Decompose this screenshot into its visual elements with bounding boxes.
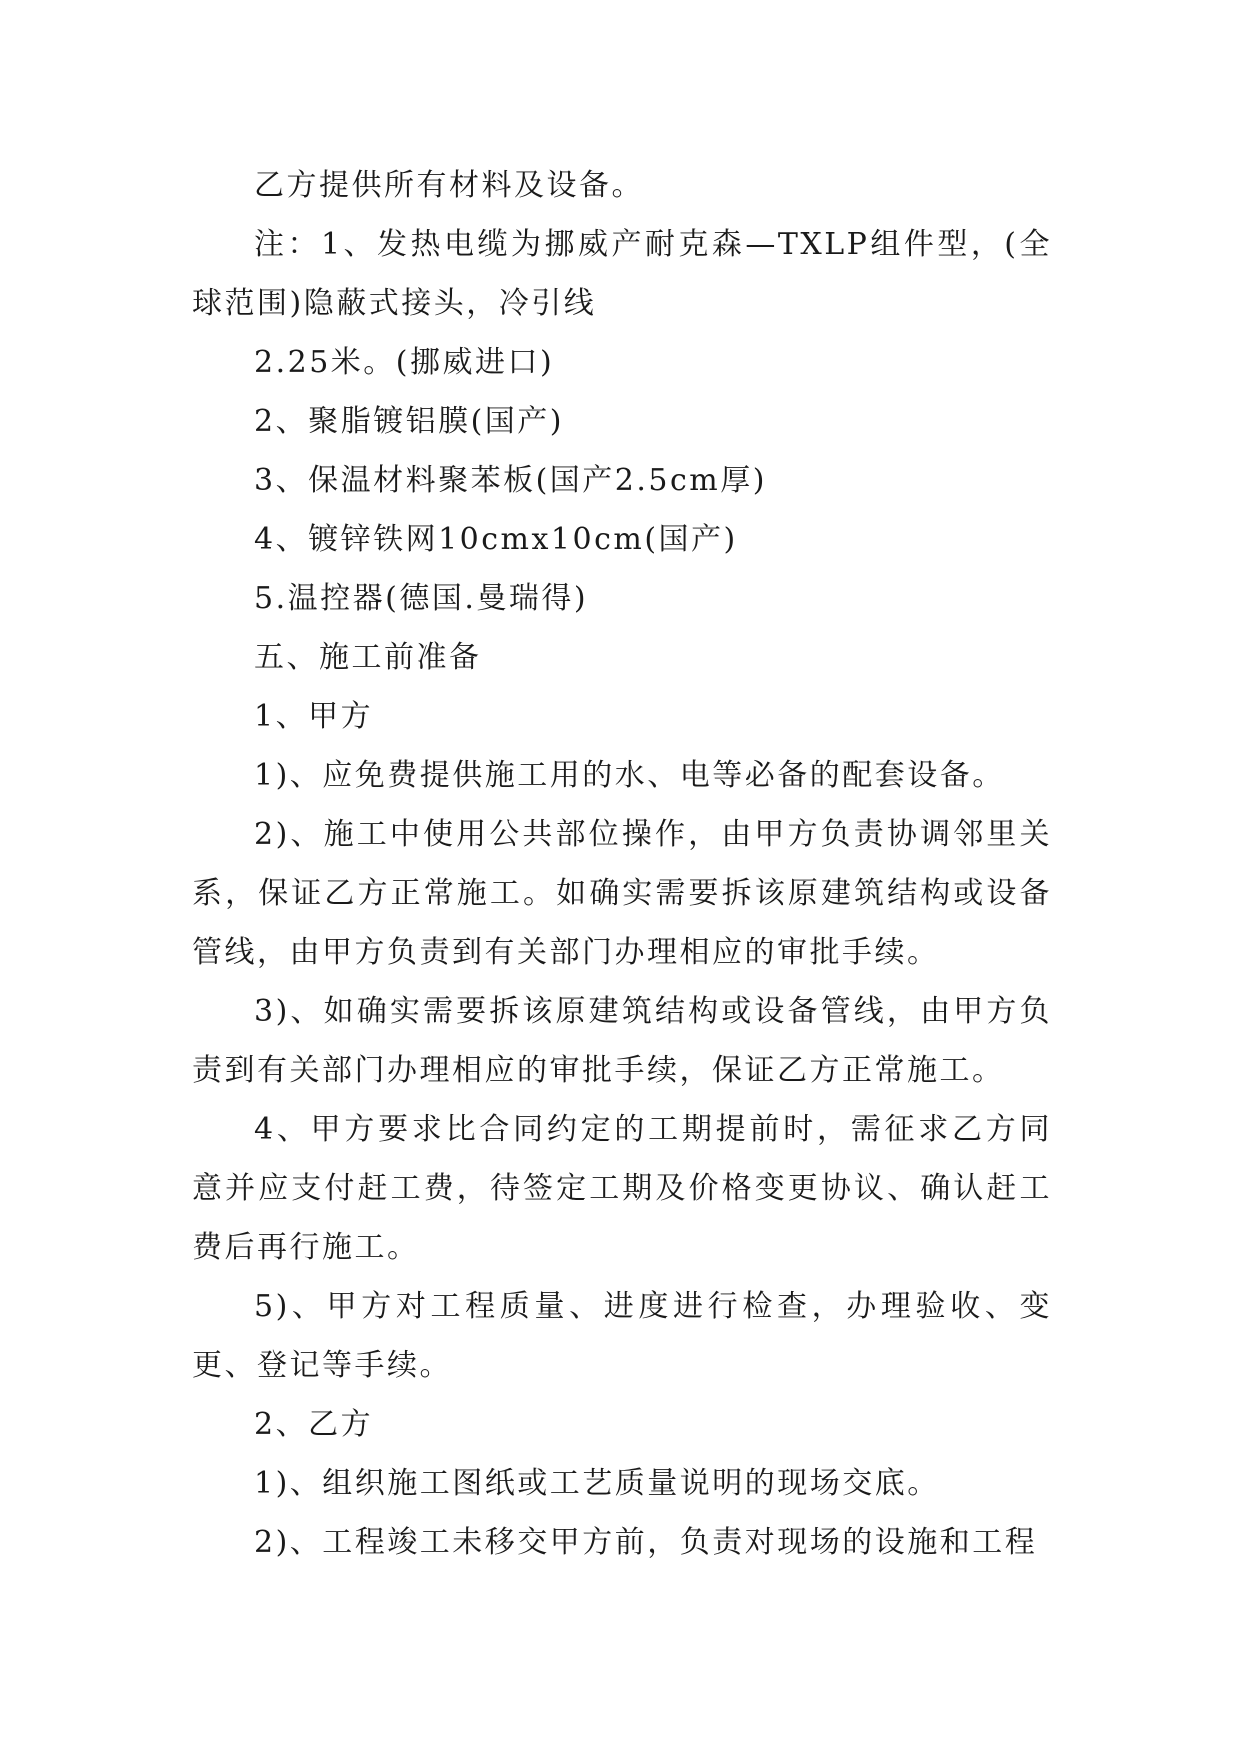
paragraph: 2)、施工中使用公共部位操作，由甲方负责协调邻里关系，保证乙方正常施工。如确实需要拆该原建筑结构或设备管线，由甲方负责到有关部门办理相应的审批手续。 — [192, 817, 1052, 970]
paragraph: 2、聚脂镀铝膜(国产) — [254, 404, 564, 439]
paragraph: 乙方提供所有材料及设备。 — [254, 168, 644, 203]
subsection-heading: 2、乙方 — [254, 1407, 374, 1442]
paragraph: 3)、如确实需要拆该原建筑结构或设备管线，由甲方负责到有关部门办理相应的审批手续，保证乙方正常施工。 — [192, 994, 1052, 1088]
paragraph: 4、甲方要求比合同约定的工期提前时，需征求乙方同意并应支付赶工费，待签定工期及价格变更协议、确认赶工费后再行施工。 — [192, 1112, 1052, 1265]
paragraph: 1)、组织施工图纸或工艺质量说明的现场交底。 — [254, 1466, 940, 1501]
paragraph: 5.温控器(德国.曼瑞得) — [254, 581, 589, 616]
paragraph: 3、保温材料聚苯板(国产2.5cm厚) — [254, 463, 767, 498]
paragraph: 2.25米。(挪威进口) — [254, 345, 555, 380]
paragraph: 5)、甲方对工程质量、进度进行检查，办理验收、变更、登记等手续。 — [192, 1289, 1052, 1383]
paragraph: 4、镀锌铁网10cmx10cm(国产) — [254, 522, 738, 557]
document-body — [192, 156, 1052, 1572]
paragraph: 注：1、发热电缆为挪威产耐克森—TXLP组件型，(全球范围)隐蔽式接头，冷引线 — [192, 227, 1052, 321]
section-heading: 五、施工前准备 — [254, 640, 482, 675]
paragraph: 2)、工程竣工未移交甲方前，负责对现场的设施和工程 — [254, 1525, 1038, 1560]
subsection-heading: 1、甲方 — [254, 699, 374, 734]
paragraph: 1)、应免费提供施工用的水、电等必备的配套设备。 — [254, 758, 1005, 793]
